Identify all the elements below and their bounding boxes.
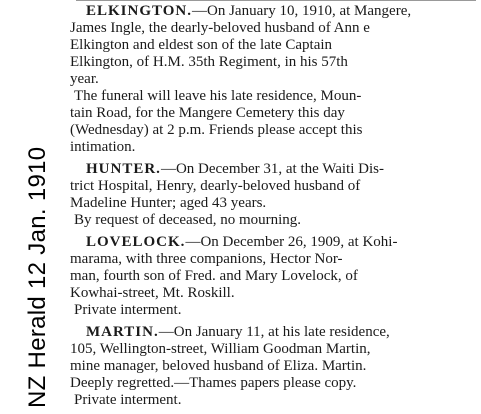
notice-followup-line: Private interment. <box>74 392 182 408</box>
notice-line: 105, Wellington-street, William Goodman Martin, <box>70 341 371 357</box>
notice-line: man, fourth son of Fred. and Mary Lovelock, of <box>70 268 358 284</box>
notice-line: Kowhai-street, Mt. Roskill. <box>70 285 235 301</box>
notice-line: Elkington and eldest son of the late Captain <box>70 37 333 53</box>
notice-line: Madeline Hunter; aged 43 years. <box>70 195 267 211</box>
notice-followup-line: By request of deceased, no mourning. <box>74 212 302 228</box>
notice-followup-line: (Wednesday) at 2 p.m. Friends please accept this <box>70 122 363 138</box>
notice-followup-line: Private interment. <box>74 302 182 318</box>
notice-line: marama, with three companions, Hector Nor- <box>70 251 343 267</box>
notice-followup-line: intimation. <box>70 139 136 155</box>
notice-line: trict Hospital, Henry, dearly-beloved husband of <box>70 178 361 194</box>
notice-line: year. <box>70 71 99 87</box>
notice-line: James Ingle, the dearly-beloved husband of Ann e <box>70 20 370 36</box>
death-notices-clipping <box>70 3 478 414</box>
notice-name: MARTIN. <box>86 324 159 340</box>
notice-line: —On December 26, 1909, at Kohi- <box>185 234 398 250</box>
notice-line: —On December 31, at the Waiti Dis- <box>160 161 384 177</box>
notice-line: —On January 10, 1910, at Mangere, <box>192 3 412 19</box>
notice-followup-line: The funeral will leave his late residence, Moun- <box>74 88 362 104</box>
source-label: NZ Herald 12 Jan. 1910 <box>24 146 51 408</box>
death-notice-elkington <box>70 3 478 156</box>
death-notice-hunter <box>70 161 478 229</box>
notice-followup-line: tain Road, for the Mangere Cemetery this day <box>70 105 345 121</box>
notice-line: —On January 11, at his late residence, <box>158 324 390 340</box>
notice-line: Elkington, of H.M. 35th Regiment, in his 57th <box>70 54 348 70</box>
death-notice-martin <box>70 324 478 409</box>
notice-name: HUNTER. <box>86 161 161 177</box>
notice-name: ELKINGTON. <box>86 3 192 19</box>
clipping-top-rule <box>76 0 476 1</box>
notice-name: LOVELOCK. <box>86 234 186 250</box>
notice-line: Deeply regretted.—Thames papers please copy. <box>70 375 357 391</box>
notice-line: mine manager, beloved husband of Eliza. Martin. <box>70 358 367 374</box>
death-notice-lovelock <box>70 234 478 319</box>
